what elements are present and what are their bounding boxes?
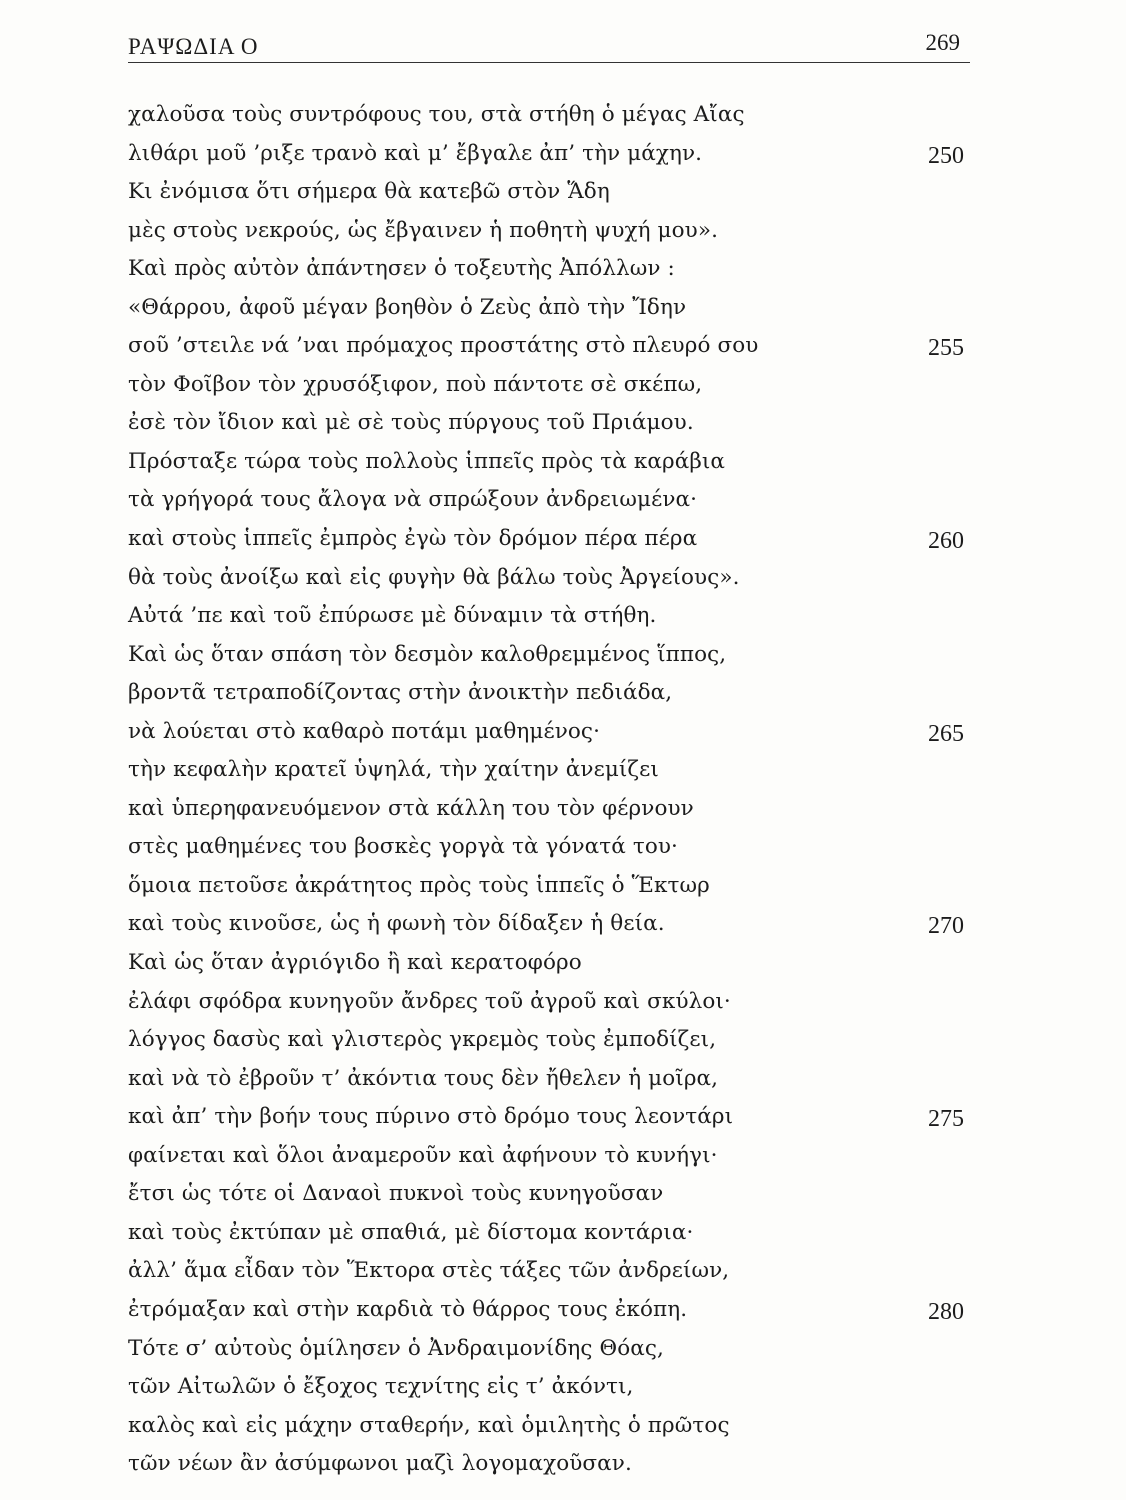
verse-line	[128, 1330, 1008, 1369]
verse-text: ἐλάφι σφόδρα κυνηγοῦν ἄνδρες τοῦ ἀγροῦ καὶ σκύλοι·	[128, 988, 731, 1014]
verse-text: τῶν νέων ἂν ἀσύμφωνοι μαζὶ λογομαχοῦσαν.	[128, 1451, 632, 1477]
verse-text: φαίνεται καὶ ὅλοι ἀναμεροῦν καὶ ἀφήνουν τὸ κυνήγι·	[128, 1142, 718, 1168]
verse-line	[128, 1445, 1008, 1484]
verse-text: βροντᾶ τετραποδίζοντας στὴν ἀνοικτὴν πεδιάδα,	[128, 680, 673, 706]
verse-line	[128, 944, 1008, 983]
line-number: 260	[928, 528, 964, 555]
verse-line	[128, 790, 1008, 829]
line-number: 275	[928, 1106, 964, 1133]
verse-line	[128, 1407, 1008, 1446]
running-head: ΡΑΨΩΔΙΑ Ο	[128, 34, 259, 59]
verse-line	[128, 1060, 1008, 1099]
verse-line	[128, 135, 1008, 174]
verse-line	[128, 867, 1008, 906]
verse-line	[128, 212, 1008, 251]
verse-text: Καὶ ὡς ὅταν σπάση τὸν δεσμὸν καλοθρεμμένος ἵππος,	[128, 641, 727, 667]
verse-line	[128, 1214, 1008, 1253]
verse-text: Καὶ πρὸς αὐτὸν ἀπάντησεν ὁ τοξευτὴς Ἀπόλλων :	[128, 256, 675, 282]
verse-text: καλὸς καὶ εἰς μάχην σταθερήν, καὶ ὁμιλητὴς ὁ πρῶτος	[128, 1412, 730, 1438]
verse-text: Τότε σ’ αὐτοὺς ὁμίλησεν ὁ Ἀνδραιμονίδης Θόας,	[128, 1335, 664, 1361]
verse-text: Καὶ ὡς ὅταν ἀγριόγιδο ἢ καὶ κερατοφόρο	[128, 950, 582, 976]
verse-text: τὸν Φοῖβον τὸν χρυσόξιφον, ποὺ πάντοτε σὲ σκέπω,	[128, 371, 703, 397]
verse-line	[128, 404, 1008, 443]
verse-text: σοῦ ’στειλε νά ’ναι πρόμαχος προστάτης στὸ πλευρό σου	[128, 333, 759, 359]
verse-line	[128, 250, 1008, 289]
verse-line	[128, 636, 1008, 675]
verse-text: λόγγος δασὺς καὶ γλιστερὸς γκρεμὸς τοὺς ἐμποδίζει,	[128, 1027, 717, 1053]
verse-line	[128, 1021, 1008, 1060]
verse-text: καὶ ἀπ’ τὴν βοήν τους πύρινο στὸ δρόμο τους λεοντάρι	[128, 1104, 734, 1130]
verse-text: ἐτρόμαξαν καὶ στὴν καρδιὰ τὸ θάρρος τους ἐκόπη.	[128, 1296, 688, 1322]
verse-line	[128, 1175, 1008, 1214]
verse-line	[128, 366, 1008, 405]
verse-text: τῶν Αἰτωλῶν ὁ ἔξοχος τεχνίτης εἰς τ’ ἀκόντι,	[128, 1374, 634, 1400]
verse-text: τὴν κεφαλὴν κρατεῖ ὑψηλά, τὴν χαίτην ἀνεμίζει	[128, 757, 659, 783]
verse-line	[128, 983, 1008, 1022]
page-number: 269	[925, 30, 960, 55]
verse-text: τὰ γρήγορά τους ἄλογα νὰ σπρώξουν ἀνδρειωμένα·	[128, 487, 698, 513]
verse-text: «Θάρρου, ἀφοῦ μέγαν βοηθὸν ὁ Ζεὺς ἀπὸ τὴν Ἴδην	[128, 294, 687, 320]
verse-text: στὲς μαθημένες του βοσκὲς γοργὰ τὰ γόνατά του·	[128, 834, 678, 860]
verse-text: Αὐτά ’πε καὶ τοῦ ἐπύρωσε μὲ δύναμιν τὰ στήθη.	[128, 603, 657, 629]
verse-line	[128, 1098, 1008, 1137]
verse-line	[128, 828, 1008, 867]
header-rule	[128, 62, 970, 63]
verse-list	[128, 96, 1008, 1484]
verse-line	[128, 443, 1008, 482]
line-number: 265	[928, 720, 964, 747]
line-number: 250	[928, 142, 964, 169]
verse-text: ἔτσι ὡς τότε οἱ Δαναοὶ πυκνοὶ τοὺς κυνηγοῦσαν	[128, 1181, 664, 1207]
verse-line	[128, 1368, 1008, 1407]
verse-text: θὰ τοὺς ἀνοίξω καὶ εἰς φυγὴν θὰ βάλω τοὺς Ἀργείους».	[128, 564, 740, 590]
verse-text: χαλοῦσα τοὺς συντρόφους του, στὰ στήθη ὁ μέγας Αἴας	[128, 102, 745, 127]
verse-text: νὰ λούεται στὸ καθαρὸ ποτάμι μαθημένος·	[128, 718, 601, 744]
verse-text: καὶ τοὺς κινοῦσε, ὡς ἡ φωνὴ τὸν δίδαξεν ἡ θεία.	[128, 911, 665, 937]
verse-text: μὲς στοὺς νεκρούς, ὡς ἔβγαινεν ἡ ποθητὴ ψυχή μου».	[128, 217, 719, 243]
verse-text: καὶ τοὺς ἐκτύπαν μὲ σπαθιά, μὲ δίστομα κοντάρια·	[128, 1219, 694, 1245]
verse-text: Πρόσταξε τώρα τοὺς πολλοὺς ἱππεῖς πρὸς τὰ καράβια	[128, 448, 726, 474]
verse-text: ἀλλ’ ἅμα εἶδαν τὸν Ἕκτορα στὲς τάξες τῶν ἀνδρείων,	[128, 1258, 730, 1284]
verse-line	[128, 713, 1008, 752]
verse-text: καὶ ὑπερηφανευόμενον στὰ κάλλη του τὸν φέρνουν	[128, 795, 694, 821]
line-number: 280	[928, 1298, 964, 1325]
verse-line	[128, 597, 1008, 636]
verse-text: καὶ νὰ τὸ ἐβροῦν τ’ ἀκόντια τους δὲν ἤθελεν ἡ μοῖρα,	[128, 1065, 719, 1091]
verse-line	[128, 1291, 1008, 1330]
verse-line	[128, 173, 1008, 212]
verse-text: Κι ἐνόμισα ὅτι σήμερα θὰ κατεβῶ στὸν Ἅδη	[128, 179, 610, 205]
page-header	[128, 26, 970, 62]
verse-line	[128, 559, 1008, 598]
line-number: 255	[928, 335, 964, 362]
verse-line	[128, 1252, 1008, 1291]
verse-text: ἐσὲ τὸν ἴδιον καὶ μὲ σὲ τοὺς πύργους τοῦ Πριάμου.	[128, 410, 694, 436]
verse-text: καὶ στοὺς ἱππεῖς ἐμπρὸς ἐγὼ τὸν δρόμον πέρα πέρα	[128, 526, 698, 552]
line-number: 270	[928, 913, 964, 940]
verse-line	[128, 674, 1008, 713]
verse-line	[128, 327, 1008, 366]
verse-line	[128, 96, 1008, 135]
verse-line	[128, 751, 1008, 790]
verse-text: ὅμοια πετοῦσε ἀκράτητος πρὸς τοὺς ἱππεῖς ὁ Ἕκτωρ	[128, 872, 710, 898]
verse-line	[128, 520, 1008, 559]
verse-text: λιθάρι μοῦ ’ριξε τρανὸ καὶ μ’ ἔβγαλε ἀπ’ τὴν μάχην.	[128, 140, 703, 166]
verse-line	[128, 481, 1008, 520]
verse-line	[128, 289, 1008, 328]
verse-line	[128, 1137, 1008, 1176]
verse-line	[128, 905, 1008, 944]
